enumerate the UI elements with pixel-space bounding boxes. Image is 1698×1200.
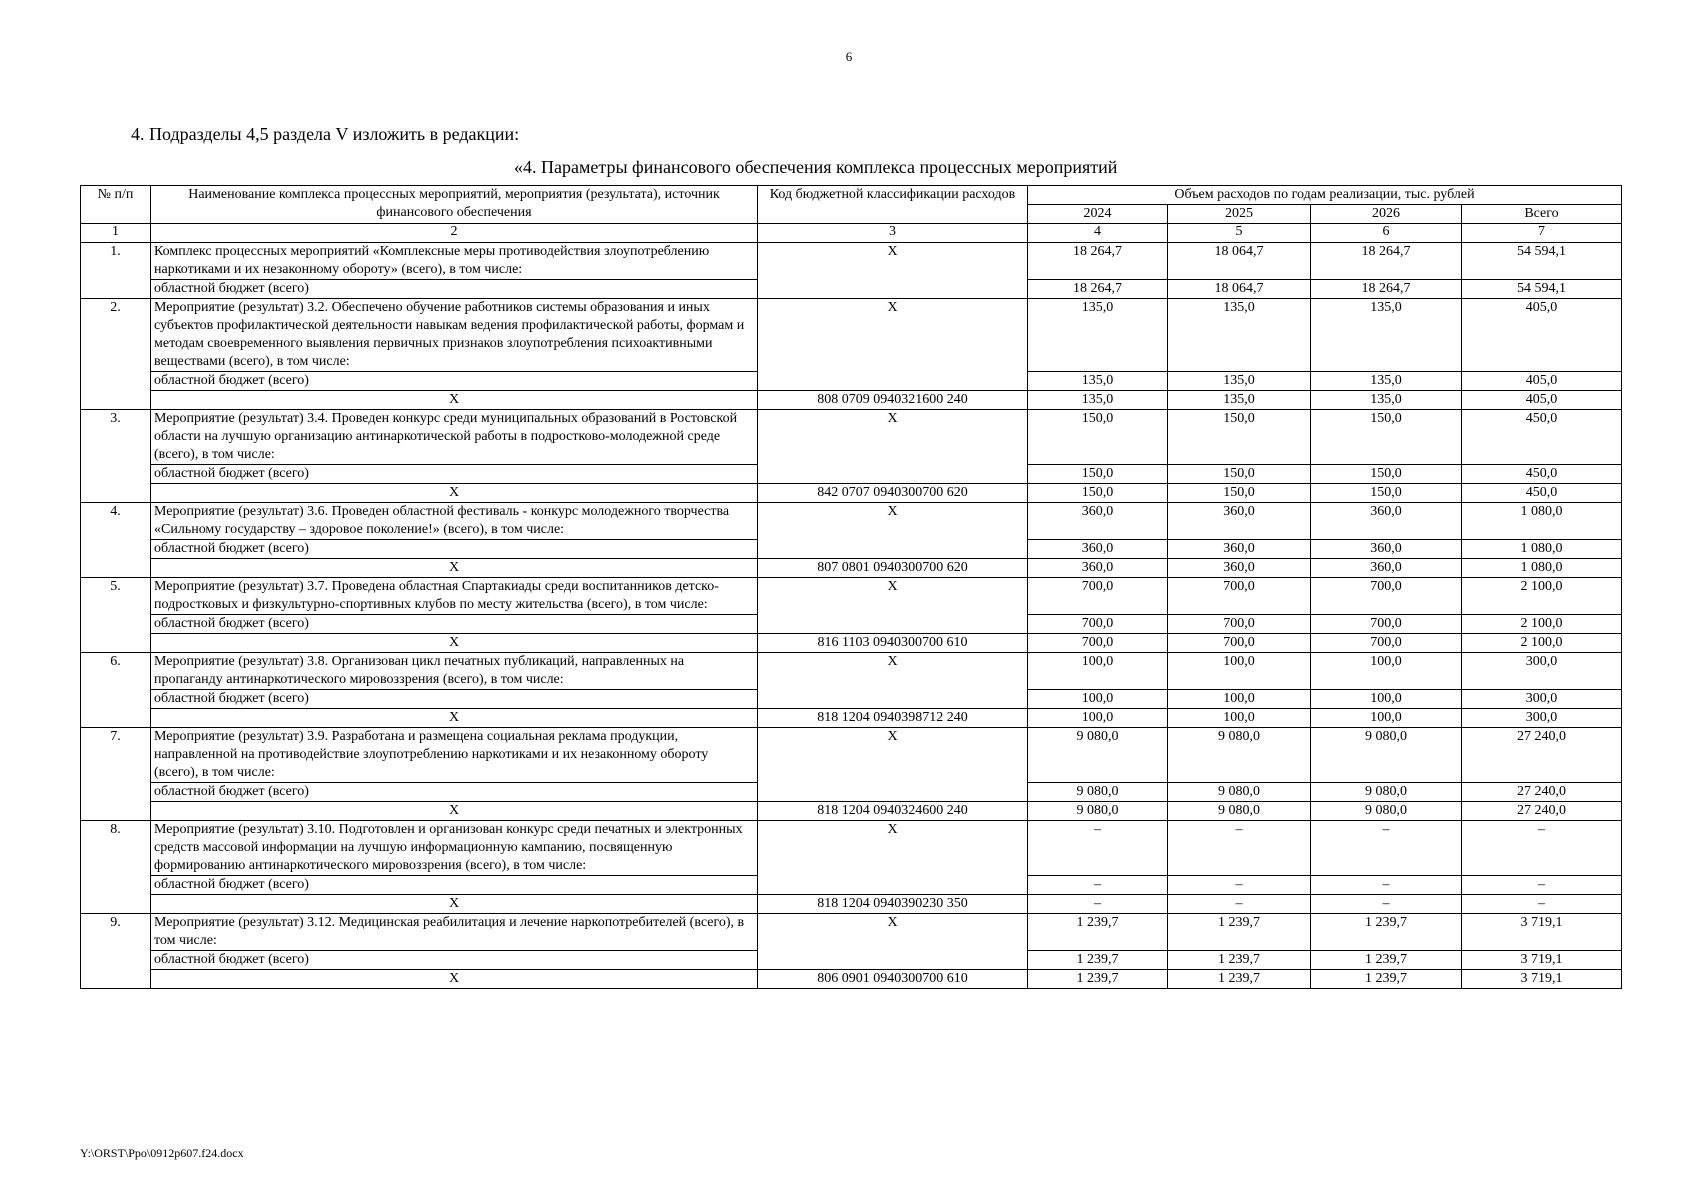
column-number: 7 (1462, 224, 1622, 243)
measure-name: Мероприятие (результат) 3.9. Разработана и размещена социальная реклама продукции, направленной на противодействие злоупотреблению наркотиками и их незаконному обороту (всего), в том числе: (151, 728, 758, 783)
value-2024: 135,0 (1028, 391, 1168, 410)
value-2025: 100,0 (1168, 653, 1311, 690)
budget-code: 806 0901 0940300700 610 (758, 970, 1028, 989)
value-2024: – (1028, 895, 1168, 914)
value-2026: – (1311, 821, 1462, 876)
value-2024: 100,0 (1028, 709, 1168, 728)
budget-code: 816 1103 0940300700 610 (758, 634, 1028, 653)
value-2026: – (1311, 876, 1462, 895)
value-total: 300,0 (1462, 690, 1622, 709)
value-total: 54 594,1 (1462, 280, 1622, 299)
column-number: 2 (151, 224, 758, 243)
budget-code: X (758, 299, 1028, 391)
value-total: 300,0 (1462, 653, 1622, 690)
value-2026: 150,0 (1311, 410, 1462, 465)
value-2026: 100,0 (1311, 690, 1462, 709)
measure-name: Мероприятие (результат) 3.10. Подготовлен и организован конкурс среди печатных и электронных средств массовой информации на лучшую информационную кампанию, посвященную формированию антинаркотического мировоззрения (всего), в том числе: (151, 821, 758, 876)
budget-source-label: областной бюджет (всего) (151, 783, 758, 802)
value-total: 405,0 (1462, 299, 1622, 372)
value-2024: 700,0 (1028, 615, 1168, 634)
row-number: 1. (81, 243, 151, 299)
instruction-text: 4. Подразделы 4,5 раздела V изложить в редакции: (131, 124, 520, 144)
budget-code: X (758, 578, 1028, 634)
column-number: 1 (81, 224, 151, 243)
budget-source-label: областной бюджет (всего) (151, 540, 758, 559)
budget-code: 818 1204 0940324600 240 (758, 802, 1028, 821)
value-2025: 360,0 (1168, 540, 1311, 559)
value-2025: – (1168, 821, 1311, 876)
table-row (81, 503, 1622, 540)
value-2024: 150,0 (1028, 465, 1168, 484)
section-title: «4. Параметры финансового обеспечения комплекса процессных мероприятий (514, 157, 1118, 177)
value-2024: 1 239,7 (1028, 914, 1168, 951)
column-number: 6 (1311, 224, 1462, 243)
value-2026: 700,0 (1311, 578, 1462, 615)
column-numbers-row (81, 224, 1622, 243)
value-2024: 360,0 (1028, 503, 1168, 540)
value-2025: 9 080,0 (1168, 728, 1311, 783)
value-2026: 700,0 (1311, 615, 1462, 634)
value-2025: 18 064,7 (1168, 280, 1311, 299)
value-2026: 700,0 (1311, 634, 1462, 653)
value-2025: – (1168, 895, 1311, 914)
detail-row (81, 391, 1622, 410)
detail-label: X (151, 484, 758, 503)
value-total: 3 719,1 (1462, 970, 1622, 989)
detail-row (81, 634, 1622, 653)
budget-code: X (758, 728, 1028, 802)
value-2026: 135,0 (1311, 372, 1462, 391)
column-number: 3 (758, 224, 1028, 243)
row-number: 4. (81, 503, 151, 578)
value-2026: 1 239,7 (1311, 951, 1462, 970)
value-total: – (1462, 895, 1622, 914)
value-2025: 100,0 (1168, 709, 1311, 728)
value-total: 2 100,0 (1462, 615, 1622, 634)
column-number: 4 (1028, 224, 1168, 243)
value-2026: 360,0 (1311, 503, 1462, 540)
value-2025: 150,0 (1168, 484, 1311, 503)
budget-code: X (758, 243, 1028, 299)
budget-source-label: областной бюджет (всего) (151, 876, 758, 895)
value-2026: – (1311, 895, 1462, 914)
value-2026: 360,0 (1311, 559, 1462, 578)
header-year-2024: 2024 (1028, 205, 1168, 224)
budget-source-label: областной бюджет (всего) (151, 465, 758, 484)
value-2024: 360,0 (1028, 540, 1168, 559)
value-2025: 1 239,7 (1168, 970, 1311, 989)
value-2024: 100,0 (1028, 653, 1168, 690)
value-2025: 360,0 (1168, 503, 1311, 540)
header-total: Всего (1462, 205, 1622, 224)
value-2026: 150,0 (1311, 465, 1462, 484)
value-2025: 150,0 (1168, 465, 1311, 484)
table-row (81, 728, 1622, 783)
value-2025: 135,0 (1168, 372, 1311, 391)
value-2026: 1 239,7 (1311, 914, 1462, 951)
value-2025: 150,0 (1168, 410, 1311, 465)
value-2025: 1 239,7 (1168, 951, 1311, 970)
budget-source-label: областной бюджет (всего) (151, 615, 758, 634)
value-2025: 100,0 (1168, 690, 1311, 709)
measure-name: Мероприятие (результат) 3.12. Медицинская реабилитация и лечение наркопотребителей (всего), в том числе: (151, 914, 758, 951)
value-2025: – (1168, 876, 1311, 895)
value-total: 450,0 (1462, 465, 1622, 484)
table-row (81, 821, 1622, 876)
header-year-2025: 2025 (1168, 205, 1311, 224)
detail-label: X (151, 559, 758, 578)
detail-row (81, 895, 1622, 914)
detail-row (81, 484, 1622, 503)
value-2024: 1 239,7 (1028, 951, 1168, 970)
budget-code: X (758, 914, 1028, 970)
budget-source-label: областной бюджет (всего) (151, 951, 758, 970)
header-num: № п/п (81, 186, 151, 224)
row-number: 2. (81, 299, 151, 410)
value-2025: 1 239,7 (1168, 914, 1311, 951)
detail-label: X (151, 802, 758, 821)
header-kbk: Код бюджетной классификации расходов (758, 186, 1028, 224)
row-number: 3. (81, 410, 151, 503)
column-number: 5 (1168, 224, 1311, 243)
budget-source-label: областной бюджет (всего) (151, 280, 758, 299)
value-2024: 1 239,7 (1028, 970, 1168, 989)
value-2024: 700,0 (1028, 634, 1168, 653)
value-2026: 100,0 (1311, 709, 1462, 728)
value-2026: 360,0 (1311, 540, 1462, 559)
header-volume: Объем расходов по годам реализации, тыс. рублей (1028, 186, 1622, 205)
measure-name: Мероприятие (результат) 3.6. Проведен областной фестиваль - конкурс молодежного творчества «Сильному государству – здоровое поколение!» (всего), в том числе: (151, 503, 758, 540)
value-total: 27 240,0 (1462, 802, 1622, 821)
value-total: 3 719,1 (1462, 914, 1622, 951)
value-2024: 9 080,0 (1028, 728, 1168, 783)
budget-source-label: областной бюджет (всего) (151, 372, 758, 391)
value-2024: 135,0 (1028, 299, 1168, 372)
detail-row (81, 709, 1622, 728)
value-2024: 9 080,0 (1028, 802, 1168, 821)
budget-code: 808 0709 0940321600 240 (758, 391, 1028, 410)
header-year-2026: 2026 (1311, 205, 1462, 224)
file-path-footer: Y:\ORST\Ppo\0912p607.f24.docx (80, 1146, 244, 1160)
value-total: 300,0 (1462, 709, 1622, 728)
value-2025: 135,0 (1168, 299, 1311, 372)
measure-name: Мероприятие (результат) 3.7. Проведена областная Спартакиады среди воспитанников детско-подростковых и физкультурно-спортивных клубов по месту жительства (всего), в том числе: (151, 578, 758, 615)
measure-name: Мероприятие (результат) 3.8. Организован цикл печатных публикаций, направленных на пропаганду антинаркотического мировоззрения (всего), в том числе: (151, 653, 758, 690)
value-total: 1 080,0 (1462, 503, 1622, 540)
value-2025: 700,0 (1168, 634, 1311, 653)
value-2024: 360,0 (1028, 559, 1168, 578)
value-2024: 150,0 (1028, 410, 1168, 465)
row-number: 5. (81, 578, 151, 653)
value-2024: – (1028, 821, 1168, 876)
value-2025: 9 080,0 (1168, 783, 1311, 802)
value-total: 27 240,0 (1462, 728, 1622, 783)
table-row (81, 914, 1622, 951)
value-2026: 1 239,7 (1311, 970, 1462, 989)
value-total: 450,0 (1462, 410, 1622, 465)
table-row (81, 578, 1622, 615)
detail-row (81, 802, 1622, 821)
value-2026: 150,0 (1311, 484, 1462, 503)
row-number: 9. (81, 914, 151, 989)
value-2026: 100,0 (1311, 653, 1462, 690)
detail-label: X (151, 634, 758, 653)
budget-code: X (758, 821, 1028, 895)
value-2024: 135,0 (1028, 372, 1168, 391)
value-total: 450,0 (1462, 484, 1622, 503)
row-number: 6. (81, 653, 151, 728)
value-total: 2 100,0 (1462, 634, 1622, 653)
value-2026: 18 264,7 (1311, 243, 1462, 280)
value-2026: 135,0 (1311, 391, 1462, 410)
value-total: 1 080,0 (1462, 540, 1622, 559)
financing-table (80, 185, 1622, 989)
measure-name: Мероприятие (результат) 3.2. Обеспечено обучение работников системы образования и иных субъектов профилактической деятельности навыкам ведения профилактической работы, формам и методам своевременного выявления первичных признаков злоупотребления психоактивными веществами (всего), в том числе: (151, 299, 758, 372)
value-2024: 18 264,7 (1028, 280, 1168, 299)
budget-code: 818 1204 0940390230 350 (758, 895, 1028, 914)
value-total: 3 719,1 (1462, 951, 1622, 970)
value-total: 54 594,1 (1462, 243, 1622, 280)
value-2025: 700,0 (1168, 615, 1311, 634)
value-2025: 135,0 (1168, 391, 1311, 410)
row-number: 8. (81, 821, 151, 914)
budget-code: 818 1204 0940398712 240 (758, 709, 1028, 728)
value-2024: 100,0 (1028, 690, 1168, 709)
value-2024: 700,0 (1028, 578, 1168, 615)
detail-label: X (151, 709, 758, 728)
value-2024: 150,0 (1028, 484, 1168, 503)
measure-name: Мероприятие (результат) 3.4. Проведен конкурс среди муниципальных образований в Ростовской области на лучшую организацию антинаркотической работы в подростково-молодежной среде (всего), в том числе: (151, 410, 758, 465)
value-2024: 18 264,7 (1028, 243, 1168, 280)
budget-code: X (758, 653, 1028, 709)
value-2025: 18 064,7 (1168, 243, 1311, 280)
table-row (81, 299, 1622, 372)
detail-label: X (151, 895, 758, 914)
value-total: – (1462, 821, 1622, 876)
table-row (81, 410, 1622, 465)
measure-name: Комплекс процессных мероприятий «Комплексные меры противодействия злоупотреблению наркотиками и их незаконному обороту» (всего), в том числе: (151, 243, 758, 280)
value-2025: 360,0 (1168, 559, 1311, 578)
budget-code: X (758, 503, 1028, 559)
table-row (81, 653, 1622, 690)
value-2024: – (1028, 876, 1168, 895)
value-total: 1 080,0 (1462, 559, 1622, 578)
value-total: 27 240,0 (1462, 783, 1622, 802)
value-2024: 9 080,0 (1028, 783, 1168, 802)
value-2025: 9 080,0 (1168, 802, 1311, 821)
header-name: Наименование комплекса процессных мероприятий, мероприятия (результата), источник финансового обеспечения (151, 186, 758, 224)
detail-label: X (151, 391, 758, 410)
detail-row (81, 970, 1622, 989)
value-2026: 135,0 (1311, 299, 1462, 372)
budget-code: X (758, 410, 1028, 484)
value-2025: 700,0 (1168, 578, 1311, 615)
row-number: 7. (81, 728, 151, 821)
detail-row (81, 559, 1622, 578)
value-total: 2 100,0 (1462, 578, 1622, 615)
value-total: 405,0 (1462, 372, 1622, 391)
value-2026: 9 080,0 (1311, 783, 1462, 802)
budget-code: 842 0707 0940300700 620 (758, 484, 1028, 503)
value-2026: 9 080,0 (1311, 728, 1462, 783)
budget-source-label: областной бюджет (всего) (151, 690, 758, 709)
value-total: 405,0 (1462, 391, 1622, 410)
budget-code: 807 0801 0940300700 620 (758, 559, 1028, 578)
page-number: 6 (845, 49, 853, 64)
table-row (81, 243, 1622, 280)
value-total: – (1462, 876, 1622, 895)
value-2026: 9 080,0 (1311, 802, 1462, 821)
value-2026: 18 264,7 (1311, 280, 1462, 299)
detail-label: X (151, 970, 758, 989)
